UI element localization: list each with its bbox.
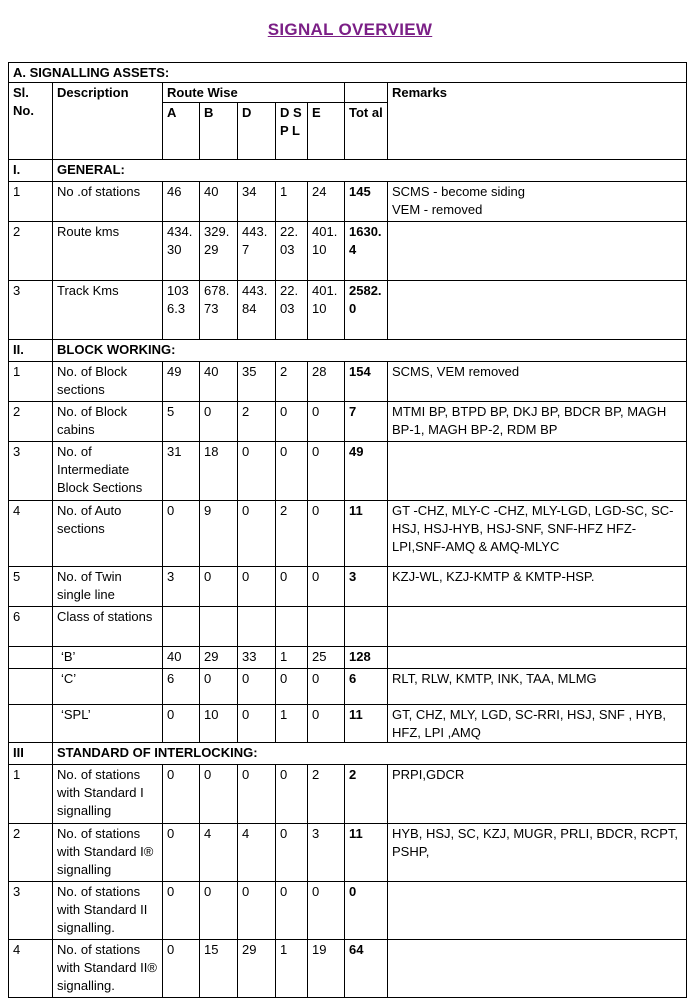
route-d-value: 0: [238, 442, 276, 501]
route-a-value: [163, 607, 200, 647]
row-sl-cell: [9, 705, 53, 743]
row-sl-cell: 2: [9, 222, 53, 281]
total-value: [345, 607, 388, 647]
row-description-cell: ‘B’: [53, 647, 163, 669]
table-row: [9, 567, 687, 607]
route-dspl-value: 1: [276, 940, 308, 998]
route-a-value: 434.30: [163, 222, 200, 281]
route-e-value: 0: [308, 705, 345, 743]
route-e-value: 0: [308, 402, 345, 442]
route-b-value: [200, 607, 238, 647]
total-value: 11: [345, 501, 388, 567]
total-value: 154: [345, 362, 388, 402]
route-a-value: 0: [163, 705, 200, 743]
table-body: [9, 63, 687, 998]
section-heading-row: [9, 160, 687, 182]
header-route-a: A: [163, 103, 200, 160]
route-e-value: 0: [308, 442, 345, 501]
row-description-cell: ‘C’: [53, 669, 163, 705]
header-route-e: E: [308, 103, 345, 160]
row-sl-cell: 1: [9, 182, 53, 222]
route-d-value: 0: [238, 882, 276, 940]
route-d-value: 443.7: [238, 222, 276, 281]
remarks-cell: MTMI BP, BTPD BP, DKJ BP, BDCR BP, MAGH BP-1, MAGH BP-2, RDM BP: [388, 402, 687, 442]
signalling-assets-table: [8, 62, 687, 998]
route-a-value: 0: [163, 824, 200, 882]
remarks-cell: [388, 647, 687, 669]
header-route-d: D: [238, 103, 276, 160]
row-sl-cell: [9, 669, 53, 705]
section-number: I.: [9, 160, 53, 182]
section-heading: GENERAL:: [53, 160, 687, 182]
row-sl-cell: 1: [9, 765, 53, 824]
route-a-value: 0: [163, 882, 200, 940]
route-e-value: 19: [308, 940, 345, 998]
route-d-value: 0: [238, 765, 276, 824]
route-a-value: 0: [163, 765, 200, 824]
remarks-cell: PRPI,GDCR: [388, 765, 687, 824]
route-b-value: 40: [200, 362, 238, 402]
remarks-cell: RLT, RLW, KMTP, INK, TAA, MLMG: [388, 669, 687, 705]
row-sl-cell: 4: [9, 501, 53, 567]
table-row: [9, 705, 687, 743]
row-description-cell: Track Kms: [53, 281, 163, 340]
section-number: II.: [9, 340, 53, 362]
header-route-dspl: D SP L: [276, 103, 308, 160]
route-dspl-value: [276, 607, 308, 647]
remarks-cell: [388, 607, 687, 647]
total-value: 2582.0: [345, 281, 388, 340]
row-sl-cell: 2: [9, 824, 53, 882]
row-sl-cell: 2: [9, 402, 53, 442]
row-sl-cell: [9, 647, 53, 669]
route-d-value: 4: [238, 824, 276, 882]
page-title: SIGNAL OVERVIEW: [267, 20, 433, 39]
table-row: [9, 362, 687, 402]
header-blank-cell: [345, 83, 388, 103]
row-description-cell: No. of stations with Standard I signalling: [53, 765, 163, 824]
row-description-cell: No. of Auto sections: [53, 501, 163, 567]
route-dspl-value: 0: [276, 765, 308, 824]
route-a-value: 0: [163, 940, 200, 998]
header-total: Tot al: [345, 103, 388, 160]
row-description-cell: No. of Twin single line: [53, 567, 163, 607]
row-description-cell: No .of stations: [53, 182, 163, 222]
section-heading-row: [9, 743, 687, 765]
route-e-value: 25: [308, 647, 345, 669]
row-description-cell: Class of stations: [53, 607, 163, 647]
route-dspl-value: 0: [276, 882, 308, 940]
header-description: Description: [53, 83, 163, 160]
total-value: 128: [345, 647, 388, 669]
row-description-cell: No. of Block sections: [53, 362, 163, 402]
row-description-cell: ‘SPL’: [53, 705, 163, 743]
route-a-value: 0: [163, 501, 200, 567]
table-row: [9, 402, 687, 442]
route-d-value: 35: [238, 362, 276, 402]
header-route-wise: Route Wise: [163, 83, 345, 103]
route-b-value: 0: [200, 567, 238, 607]
route-b-value: 18: [200, 442, 238, 501]
table-row: [9, 882, 687, 940]
total-value: 64: [345, 940, 388, 998]
route-d-value: [238, 607, 276, 647]
total-value: 3: [345, 567, 388, 607]
row-sl-cell: 3: [9, 442, 53, 501]
route-a-value: 46: [163, 182, 200, 222]
route-a-value: 40: [163, 647, 200, 669]
remarks-cell: HYB, HSJ, SC, KZJ, MUGR, PRLI, BDCR, RCPT, PSHP,: [388, 824, 687, 882]
route-d-value: 2: [238, 402, 276, 442]
route-e-value: 2: [308, 765, 345, 824]
table-row: [9, 824, 687, 882]
route-b-value: 10: [200, 705, 238, 743]
route-e-value: 0: [308, 882, 345, 940]
route-dspl-value: 2: [276, 362, 308, 402]
route-a-value: 5: [163, 402, 200, 442]
section-heading: STANDARD OF INTERLOCKING:: [53, 743, 687, 765]
table-row: [9, 607, 687, 647]
total-value: 7: [345, 402, 388, 442]
route-dspl-value: 0: [276, 669, 308, 705]
section-heading: BLOCK WORKING:: [53, 340, 687, 362]
table-row: [9, 182, 687, 222]
row-description-cell: Route kms: [53, 222, 163, 281]
remarks-cell: [388, 940, 687, 998]
route-dspl-value: 0: [276, 567, 308, 607]
remarks-cell: GT -CHZ, MLY-C -CHZ, MLY-LGD, LGD-SC, SC-HSJ, HSJ-HYB, HSJ-SNF, SNF-HFZ HFZ-LPI,SNF-AMQ & AMQ-MLYC: [388, 501, 687, 567]
table-row: [9, 669, 687, 705]
route-a-value: 1036.3: [163, 281, 200, 340]
remarks-cell: SCMS - become siding VEM - removed: [388, 182, 687, 222]
route-e-value: 401.10: [308, 222, 345, 281]
route-b-value: 0: [200, 882, 238, 940]
route-a-value: 31: [163, 442, 200, 501]
route-b-value: 678.73: [200, 281, 238, 340]
route-e-value: 28: [308, 362, 345, 402]
remarks-cell: [388, 222, 687, 281]
table-row: [9, 940, 687, 998]
total-value: 0: [345, 882, 388, 940]
route-dspl-value: 2: [276, 501, 308, 567]
total-value: 145: [345, 182, 388, 222]
route-d-value: 0: [238, 669, 276, 705]
route-a-value: 6: [163, 669, 200, 705]
route-dspl-value: 0: [276, 402, 308, 442]
route-a-value: 49: [163, 362, 200, 402]
route-b-value: 0: [200, 669, 238, 705]
route-dspl-value: 1: [276, 705, 308, 743]
route-dspl-value: 0: [276, 824, 308, 882]
route-d-value: 34: [238, 182, 276, 222]
total-value: 11: [345, 824, 388, 882]
route-dspl-value: 22.03: [276, 222, 308, 281]
route-dspl-value: 22.03: [276, 281, 308, 340]
route-e-value: 24: [308, 182, 345, 222]
table-row: [9, 442, 687, 501]
remarks-cell: [388, 442, 687, 501]
route-b-value: 0: [200, 765, 238, 824]
remarks-cell: [388, 281, 687, 340]
route-d-value: 0: [238, 705, 276, 743]
section-heading-row: [9, 340, 687, 362]
route-d-value: 33: [238, 647, 276, 669]
route-dspl-value: 0: [276, 442, 308, 501]
route-e-value: [308, 607, 345, 647]
table-row: [9, 765, 687, 824]
table-row: [9, 501, 687, 567]
route-e-value: 0: [308, 669, 345, 705]
route-e-value: 0: [308, 501, 345, 567]
table-row: [9, 281, 687, 340]
section-a-title: A. SIGNALLING ASSETS:: [9, 63, 687, 83]
row-sl-cell: 5: [9, 567, 53, 607]
route-d-value: 0: [238, 567, 276, 607]
route-b-value: 29: [200, 647, 238, 669]
total-value: 2: [345, 765, 388, 824]
route-dspl-value: 1: [276, 182, 308, 222]
route-b-value: 15: [200, 940, 238, 998]
header-sl-no: Sl. No.: [9, 83, 53, 160]
row-sl-cell: 4: [9, 940, 53, 998]
row-description-cell: No. of stations with Standard II® signalling.: [53, 940, 163, 998]
header-remarks: Remarks: [388, 83, 687, 160]
remarks-cell: KZJ-WL, KZJ-KMTP & KMTP-HSP.: [388, 567, 687, 607]
row-description-cell: No. of stations with Standard II signalling.: [53, 882, 163, 940]
route-b-value: 4: [200, 824, 238, 882]
total-value: 49: [345, 442, 388, 501]
remarks-cell: SCMS, VEM removed: [388, 362, 687, 402]
remarks-cell: GT, CHZ, MLY, LGD, SC-RRI, HSJ, SNF , HYB, HFZ, LPI ,AMQ: [388, 705, 687, 743]
row-description-cell: No. of stations with Standard I® signalling: [53, 824, 163, 882]
total-value: 6: [345, 669, 388, 705]
route-d-value: 0: [238, 501, 276, 567]
route-b-value: 9: [200, 501, 238, 567]
remarks-cell: [388, 882, 687, 940]
total-value: 11: [345, 705, 388, 743]
route-d-value: 443.84: [238, 281, 276, 340]
route-e-value: 0: [308, 567, 345, 607]
row-description-cell: No. of Intermediate Block Sections: [53, 442, 163, 501]
route-e-value: 3: [308, 824, 345, 882]
header-row-1: [9, 83, 687, 103]
route-e-value: 401.10: [308, 281, 345, 340]
route-dspl-value: 1: [276, 647, 308, 669]
section-number: III: [9, 743, 53, 765]
row-sl-cell: 3: [9, 882, 53, 940]
route-b-value: 0: [200, 402, 238, 442]
row-description-cell: No. of Block cabins: [53, 402, 163, 442]
route-b-value: 40: [200, 182, 238, 222]
section-a-row: [9, 63, 687, 83]
table-row: [9, 647, 687, 669]
row-sl-cell: 6: [9, 607, 53, 647]
row-sl-cell: 1: [9, 362, 53, 402]
route-a-value: 3: [163, 567, 200, 607]
header-route-b: B: [200, 103, 238, 160]
total-value: 1630.4: [345, 222, 388, 281]
route-b-value: 329.29: [200, 222, 238, 281]
route-d-value: 29: [238, 940, 276, 998]
table-row: [9, 222, 687, 281]
row-sl-cell: 3: [9, 281, 53, 340]
